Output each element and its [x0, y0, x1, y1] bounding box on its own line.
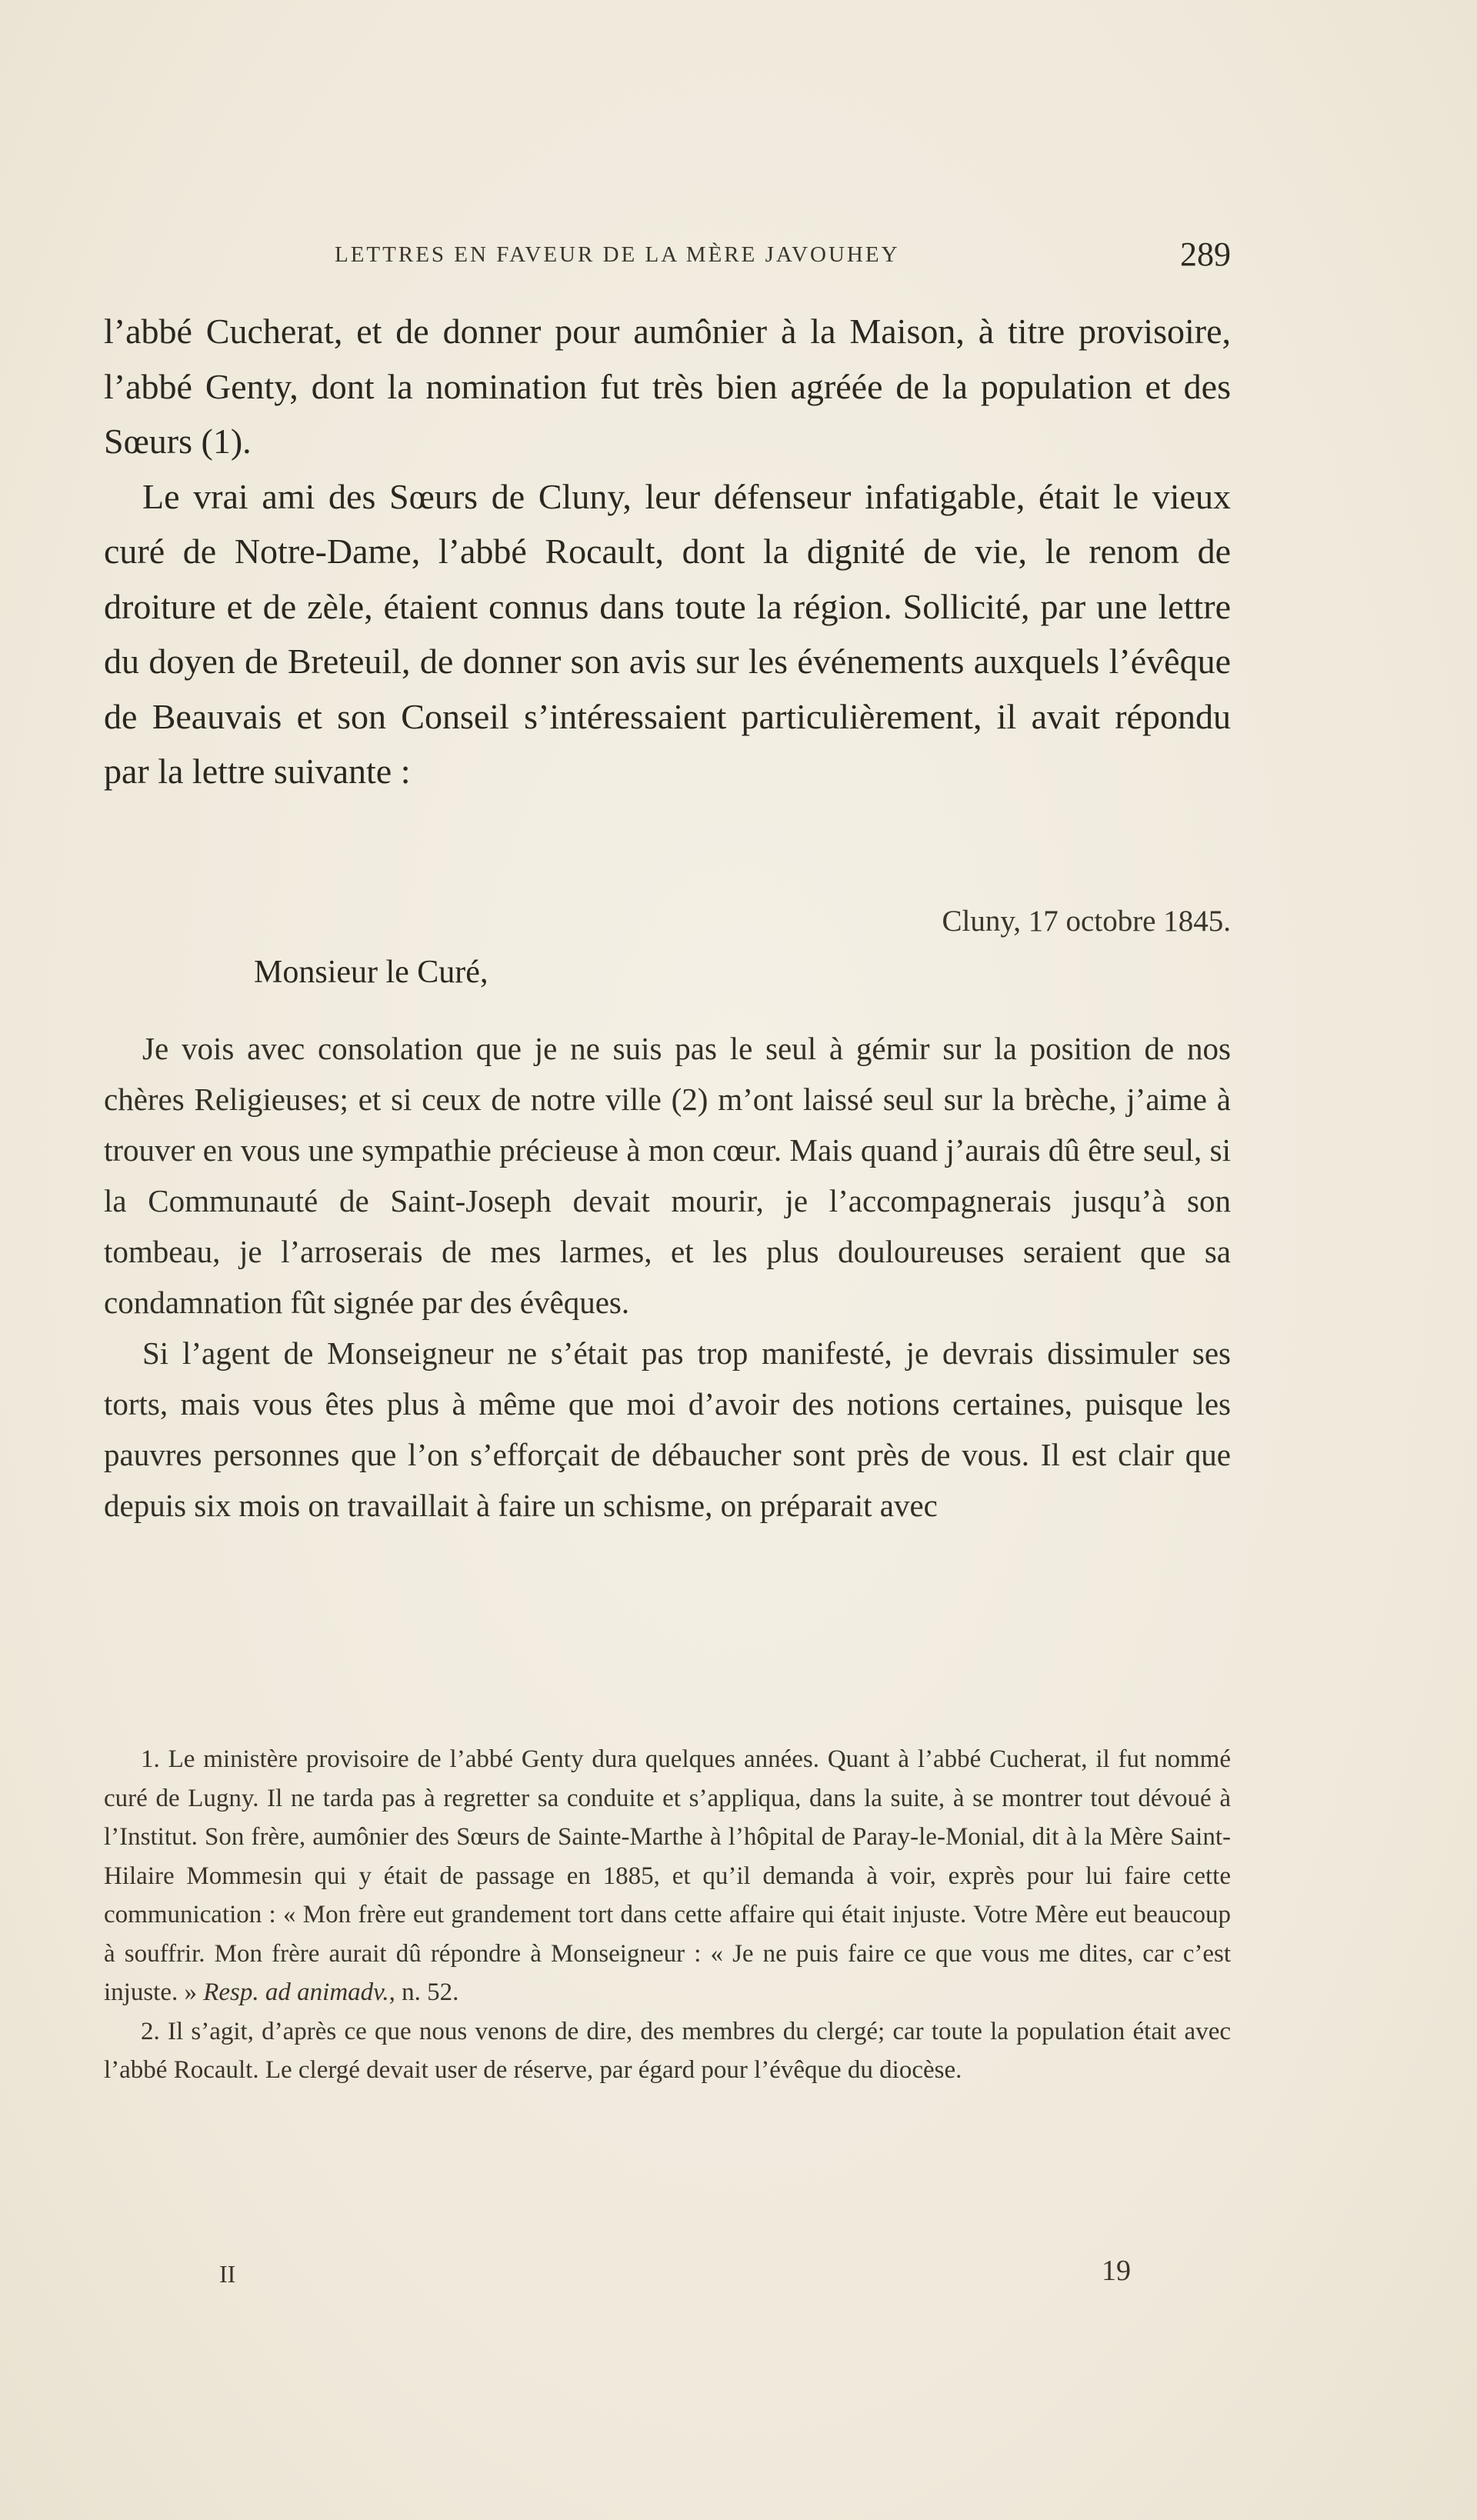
footnote-1-source: Resp. ad animadv. — [203, 1978, 389, 2006]
letter-salutation: Monsieur le Curé, — [254, 955, 488, 990]
signature-mark: II — [219, 2260, 236, 2288]
footnote-1-text: 1. Le ministère provisoire de l’abbé Genty dura quelques années. Quant à l’abbé Cucherat, il fut nommé curé de Lugny. Il ne tarda pas à regretter sa conduite et s’appliqua, dans la suite, à se montrer tout dévoué à l’Institut. Son frère, aumônier des Sœurs de Sainte-Marthe à l’hôpital de Paray-le-Monial, dit à la Mère Saint-Hilaire Mommesin qui y était de passage en 1885, et qu’il demanda à voir, exprès pour lui faire cette communication : « Mon frère eut grandement tort dans cette affaire qui était injuste. Votre Mère eut beaucoup à souffrir. Mon frère aurait dû répondre à Monseigneur : « Je ne puis faire ce que vous me dites, car c’est injuste. » — [104, 1745, 1231, 2006]
footnote-1-suffix: , n. 52. — [388, 1978, 459, 2006]
page-header — [335, 235, 1231, 281]
page-number: 289 — [1180, 235, 1231, 273]
footnotes — [104, 1740, 1231, 2090]
letter-body — [104, 1023, 1231, 1531]
body-paragraph-1: l’abbé Cucherat, et de donner pour aumônier à la Maison, à titre provisoire, l’abbé Genty, dont la nomination fut très bien agréée de la population et des Sœurs (1). — [104, 312, 1231, 461]
letter-paragraph-2: Si l’agent de Monseigneur ne s’était pas trop manifesté, je devrais dissimuler ses torts, mais vous êtes plus à même que moi d’avoir des notions certaines, puisque les pauvres personnes que l’on s’efforçait de débaucher sont près de vous. Il est clair que depuis six mois on travaillait à faire un schisme, on préparait avec — [104, 1335, 1231, 1523]
body-paragraph-2: Le vrai ami des Sœurs de Cluny, leur défenseur infatigable, était le vieux curé de Notre-Dame, l’abbé Rocault, dont la dignité de vie, le renom de droiture et de zèle, étaient connus dans toute la région. Sollicité, par une lettre du doyen de Breteuil, de donner son avis sur les événements auxquels l’évêque de Beauvais et son Conseil s’intéressaient particulièrement, il avait répondu par la lettre suivante : — [104, 476, 1231, 791]
letter-paragraph-1: Je vois avec consolation que je ne suis pas le seul à gémir sur la position de nos chères Religieuses; et si ceux de notre ville (2) m’ont laissé seul sur la brèche, j’aime à trouver en vous une sympathie précieuse à mon cœur. Mais quand j’aurais dû être seul, si la Communauté de Saint-Joseph devait mourir, je l’accompagnerais jusqu’à son tombeau, je l’arroserais de mes larmes, et les plus douloureuses seraient que sa condamnation fût signée par des évêques. — [104, 1031, 1231, 1320]
signature-number: 19 — [1102, 2255, 1131, 2287]
footnote-1 — [104, 1740, 1231, 2012]
body-text — [104, 304, 1231, 799]
letter-dateline: Cluny, 17 octobre 1845. — [942, 905, 1231, 938]
running-head: LETTRES EN FAVEUR DE LA MÈRE JAVOUHEY — [335, 242, 900, 267]
footnote-2: 2. Il s’agit, d’après ce que nous venons de dire, des membres du clergé; car toute la population était avec l’abbé Rocault. Le clergé devait user de réserve, par égard pour l’évêque du diocèse. — [104, 2017, 1231, 2084]
